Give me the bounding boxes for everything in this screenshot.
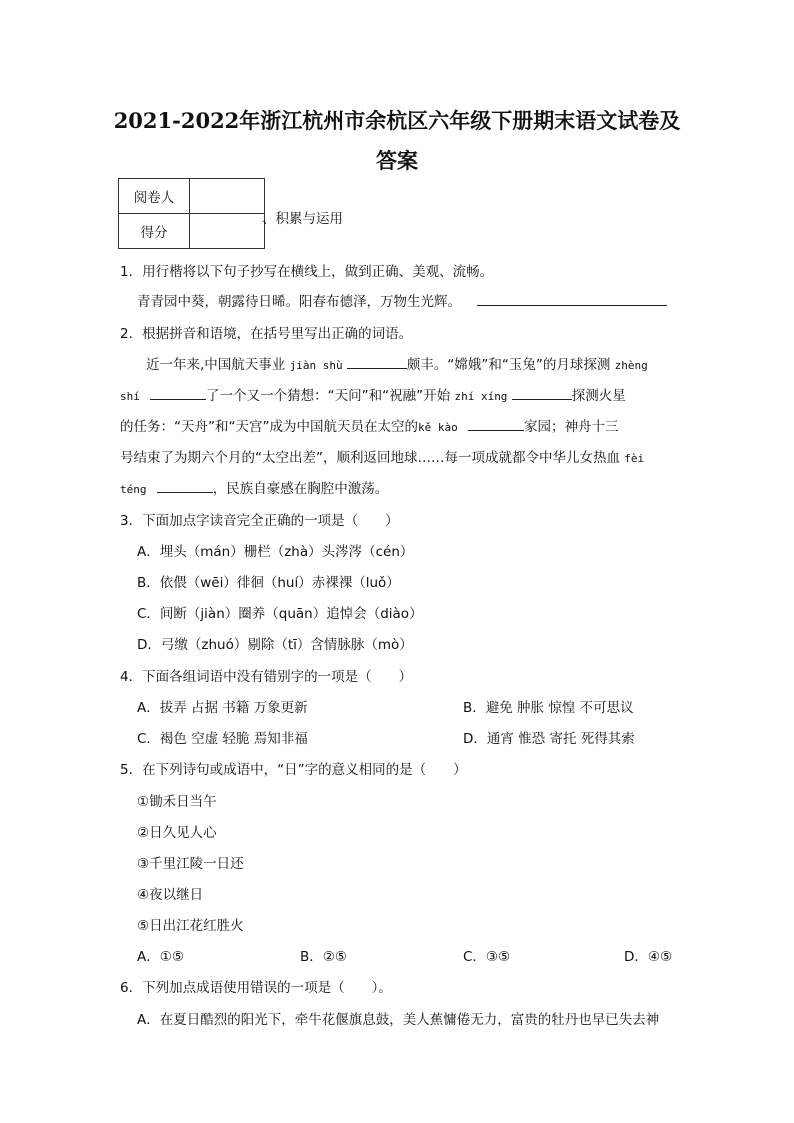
q1-sentence-row xyxy=(137,290,667,310)
q5-item-2: ②日久见人心 xyxy=(137,825,217,841)
q2-blank-5[interactable] xyxy=(157,480,213,493)
q2-pinyin: kě kào xyxy=(417,421,458,434)
q4-option-d[interactable]: D．通宵 惟恐 寄托 死得其索 xyxy=(463,731,635,747)
q4-option-a[interactable]: A．拔弄 占据 书籍 万象更新 xyxy=(137,700,308,716)
grader-label: 阅卷人 xyxy=(119,179,190,214)
q2-text: 家园；神舟十三 xyxy=(524,419,619,435)
q2-text: 号结束了为期六个月的“太空出差”，顺利返回地球……每一项成就都令中华儿女热血 xyxy=(120,450,620,466)
q5-option-d[interactable]: D．④⑤ xyxy=(624,949,673,965)
q1-sentence: 青青园中葵，朝露待日晞。阳春布德泽，万物生光辉。 xyxy=(137,294,461,310)
q2-para-line-5 xyxy=(120,477,388,497)
q2-para-line-4 xyxy=(120,446,644,466)
q3-option-c[interactable]: C．间断（jiàn）圈养（quān）追悼会（diào） xyxy=(137,606,423,622)
q5-option-a[interactable]: A．①⑤ xyxy=(137,949,184,965)
q5-item-5: ⑤日出江花红胜火 xyxy=(137,918,244,934)
q2-text: 颇丰。“嫦娥”和“玉兔”的月球探测 xyxy=(406,357,611,373)
q4-option-b[interactable]: B．避免 肿胀 惊惶 不可思议 xyxy=(463,700,634,716)
q3-option-d[interactable]: D．弓缴（zhuó）剔除（tī）含情脉脉（mò） xyxy=(137,637,413,653)
q2-pinyin: téng xyxy=(120,483,147,496)
q2-para-line-3 xyxy=(120,415,619,435)
q2-blank-2[interactable] xyxy=(150,387,206,400)
q5-stem: 5．在下列诗句或成语中，“日”字的意义相同的是（ ） xyxy=(120,762,467,778)
q5-item-4: ④夜以继日 xyxy=(137,887,204,903)
q2-pinyin: zhí xíng xyxy=(454,390,508,403)
q2-text: 了一个又一个猜想：“天问”和“祝融”开始 xyxy=(206,388,451,404)
q2-blank-4[interactable] xyxy=(468,418,524,431)
q2-para-line-2 xyxy=(120,384,626,404)
section-heading: 、积累与运用 xyxy=(262,211,343,227)
q2-blank-3[interactable] xyxy=(512,387,572,400)
q4-stem: 4．下面各组词语中没有错别字的一项是（ ） xyxy=(120,669,413,685)
q2-pinyin: fèi xyxy=(624,452,645,465)
q1-answer-blank[interactable] xyxy=(477,293,667,306)
q6-stem: 6．下列加点成语使用错误的一项是（ ）。 xyxy=(120,980,392,996)
q2-text: 近一年来,中国航天事业 xyxy=(146,357,286,373)
q2-stem: 2．根据拼音和语境，在括号里写出正确的词语。 xyxy=(120,326,413,342)
q5-item-3: ③千里江陵一日还 xyxy=(137,856,244,872)
q2-text: 探测火星 xyxy=(571,388,626,404)
q2-blank-1[interactable] xyxy=(347,356,407,369)
q2-para-line-1 xyxy=(146,353,648,373)
q2-pinyin: shí xyxy=(120,390,140,403)
score-label: 得分 xyxy=(119,214,190,249)
q5-option-c[interactable]: C．③⑤ xyxy=(463,949,511,965)
q3-option-b[interactable]: B．依偎（wēi）徘徊（huí）赤裸裸（luǒ） xyxy=(137,575,400,591)
q2-pinyin: jiàn shù xyxy=(289,359,343,372)
q6-option-a[interactable]: A．在夏日酷烈的阳光下，牵牛花偃旗息鼓，美人蕉慵倦无力，富贵的牡丹也早已失去神 xyxy=(137,1012,660,1028)
q2-text: ，民族自豪感在胸腔中激荡。 xyxy=(212,481,389,497)
title-line-1: 2021-2022年浙江杭州市余杭区六年级下册期末语文试卷及 xyxy=(113,108,681,133)
q3-stem: 3．下面加点字读音完全正确的一项是（ ） xyxy=(120,513,399,529)
q5-item-1: ①锄禾日当午 xyxy=(137,794,217,810)
q5-option-b[interactable]: B．②⑤ xyxy=(300,949,347,965)
grader-cell[interactable] xyxy=(190,179,265,214)
score-table xyxy=(118,178,265,249)
q2-pinyin: zhèng xyxy=(614,359,648,372)
score-cell[interactable] xyxy=(190,214,265,249)
q4-option-c[interactable]: C．褐色 空虚 轻脆 焉知非福 xyxy=(137,731,308,747)
q2-text: 的任务：“天舟”和“天宫”成为中国航天员在太空的 xyxy=(120,419,418,435)
title-line-2: 答案 xyxy=(376,148,418,173)
q1-stem: 1．用行楷将以下句子抄写在横线上，做到正确、美观、流畅。 xyxy=(120,264,494,280)
q3-option-a[interactable]: A．埋头（mán）栅栏（zhà）头涔涔（cén） xyxy=(137,544,414,560)
